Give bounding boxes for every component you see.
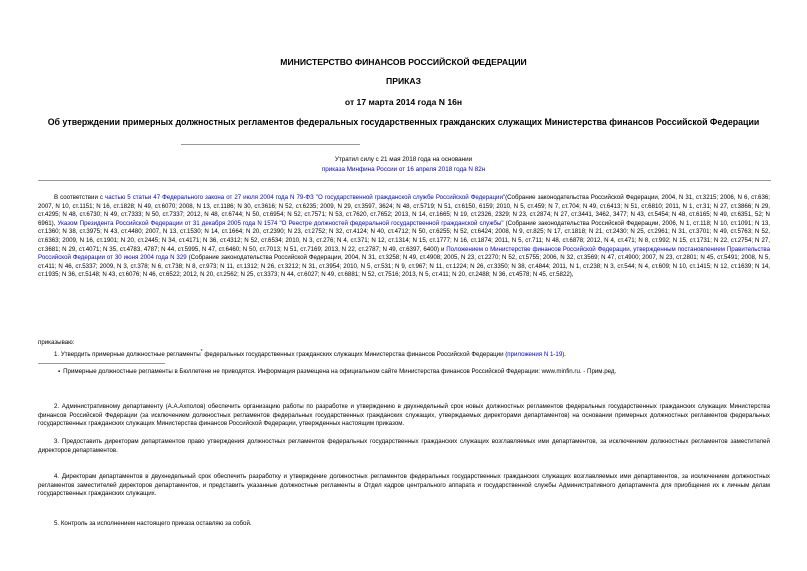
document-type: ПРИКАЗ (386, 76, 421, 86)
preamble-text-4: (Собрание законодательства Российской Федерации, 2004, N 31, ст.3258; N 49, ст.4908; 2005, N 23, ст.2270; N 52, ст.5755; 2006, N 32, ст.3569; N 47, ст.4900; 2007, N 23, ст.2801; N 45, ст.5491; 2008, N 5, ст.411; N 46, ст.5337; 2009, N 3, ст.378; N 6, ст.738; N 8, ст.973; N 11, ст.1312; N 26, ст.3212; N 31, ст.3954; 2010, N 5, ст.531; N 9, ст.967; N 11, ст.1224; N 26, ст.3350; N 38, ст.4844; 2011, N 1, ст.238; N 3, ст.544; N 4, ст.609; N 10, ст.1415; N 12, ст.1639; N 14, ст.1935; N 36, ст.5148; N 43, ст.6076; N 46, ст.6522; 2012, N 20, ст.2562; N 25, ст.3373; N 44, ст.6027; N 49, ст.6881; N 52, ст.7516; 2013, N 5, ст.411; N 20, ст.2488; N 36, ст.4578; N 45, ст.5822), (38, 254, 770, 279)
item-5: 5. Контроль за исполнением настоящего приказа оставляю за собой. (54, 520, 252, 527)
item-3: 3. Предоставить директорам департаментов право утверждения должностных регламентов федеральных государственных гражданских служащих возглавляемых ими департаментов, за исключением должностных регламентов заместителей директоров департаментов. (38, 438, 770, 454)
item-1-text-2: федеральных государственных гражданских служащих Министерства финансов Российской Федерации ( (202, 351, 508, 359)
item-1-text: 1. Утвердить примерные должностные регламенты (54, 351, 201, 359)
appendices-link[interactable]: приложения N 1-19 (507, 351, 563, 359)
preamble-text-1: В соответствии с (54, 194, 105, 201)
document-title: Об утверждении примерных должностных регламентов федеральных государственных гражданских служащих Министерства финансов Российской Федерации (47, 117, 760, 127)
document-date-number: от 17 марта 2014 года N 16н (344, 97, 463, 107)
order-word: приказываю: (38, 339, 75, 346)
decree-1574-link[interactable]: Указом Президента Российской Федерации от 31 декабря 2005 года N 1574 "О Реестре должностей федеральной государственной гражданской службы" (57, 219, 504, 227)
divider-top (181, 144, 360, 145)
item-4: 4. Директорам департаментов в двухнедельный срок обеспечить разработку и утверждение должностных регламентов федеральных государственных гражданских служащих возглавляемых ими департаментов, за исключением должностных регламентов заместителей директоров департаментов, и представить указанные должностные регламенты в Отдел кадров центрального аппарата и государственной службы Административного департамента для приобщения их к личным делам государственных гражданских служащих. (38, 473, 770, 498)
preamble-text-3: (Собрание законодательства Российской Федерации, 2006, N 1, ст.118; N 10, ст.1091; N 13, ст.1360; N 38, ст.3975; N 43, ст.4480; 2007, N 13, ст.1530; N 14, ст.1664; N 20, ст.2390; N 23, ст.2752; N 32, ст.4124; N 40, ст.4712; N 50, ст.6255; N 52, ст.6424; 2008, N 9, ст.825; N 17, ст.1818; N 21, ст.2430; N 25, ст.2961; N 31, ст.3701; N 49, ст.5763; N 52, ст.6363; 2009, N 16, ст.1901; N 20, ст.2445; N 34, ст.4171; N 36, ст.4312; N 52, ст.6534; 2010, N 3, ст.276; N 4, ст.371; N 12, ст.1314; N 15, ст.1777; N 16, ст.1874; 2011, N 5, ст.711; N 48, ст.6878; 2012, N 4, ст.471; N 8, ст.992; N 15, ст.1731; N 22, ст.2754; N 27, ст.3681; N 29, ст.4071; N 35, ст.4783, 4787; N 44, ст.5995, N 47, ст.6460; N 50, ст.7013; N 51, ст.7169; 2013, N 22, ст.2787; N 49, ст.6397, 6400) и (38, 219, 770, 253)
footnote-text: Примерные должностные регламенты в Бюллетене не приводятся. Информация размещена на официальном сайте Министерства финансов Российской Федерации: www.minfin.ru. - Прим.ред. (63, 368, 617, 375)
item-2: 2. Административному департаменту (А.А.Ахполов) обеспечить организацию работы по разработке и утверждению в двухнедельный срок новых должностных регламентов федеральных государственных гражданских служащих Министерства финансов Российской Федерации (за исключением должностных регламентов федеральных государственных гражданских служащих, утверждаемых директорами департаментов) на основании примерных должностных регламентов федеральных государственных гражданских служащих Министерства финансов Российской Федерации, утвержденных настоящим приказом. (38, 403, 770, 428)
footnote-divider (38, 363, 165, 364)
preamble-text-2: (Собрание законодательства Российской Федерации, 2004, N 31, ст.3215; 2006, N 6, ст.636; 2007, N 10, ст.1151; N 16, ст.1828; N 49, ст.6070; 2008, N 13, ст.1186; N 30, ст.3616; N 52, ст.6235; 2009, N 29, ст.3597, 3624; N 48, ст.5719; N 51, ст.6150, 6159; 2010, N 5, ст.459; N 7, ст.704; N 49, ст.6413; N 51, ст.6810; 2011, N 1, ст.31; N 27, ст.3866; N 29, ст.4295; N 48, ст.6730; N 49, ст.7333; N 50, ст.7337; 2012, N 48, ст.6744; N 50, ст.6954; N 52, ст.7571; N 53, ст.7620, ст.7652; 2013, N 14, ст.1665; N 19, ст.2326, 2329; N 23, ст.2874; N 27, ст.3441, 3462, 3477; N 43, ст.5454; N 48, ст.6165; N 49, ст.6351, 52; N 6961), (38, 194, 770, 227)
footnote-bullet-icon: ▪ (58, 369, 61, 375)
item-1-text-3: ). (562, 351, 567, 359)
preamble-paragraph (38, 194, 770, 280)
law-79fz-link[interactable]: частью 5 статьи 47 Федерального закона от 27 июля 2004 года N 79-ФЗ "О государственной гражданской службе Российской Федерации" (105, 194, 506, 201)
status-lost-force-link[interactable]: приказа Минфина России от 16 апреля 2018 года N 82н (321, 166, 486, 173)
footnote-mark: * (200, 349, 203, 355)
item-1 (54, 348, 770, 360)
footnote (58, 368, 616, 375)
divider-status (38, 180, 771, 181)
status-lost-force: Утратил силу с 21 мая 2018 года на основании (334, 156, 473, 163)
ministry-heading: МИНИСТЕРСТВО ФИНАНСОВ РОССИЙСКОЙ ФЕДЕРАЦИИ (280, 57, 527, 67)
regulation-329-link[interactable]: Положением о Министерстве финансов Российской Федерации, утвержденным постановлением Правительства Российской Федерации от 30 июня 2004 года N 329 (38, 245, 770, 262)
